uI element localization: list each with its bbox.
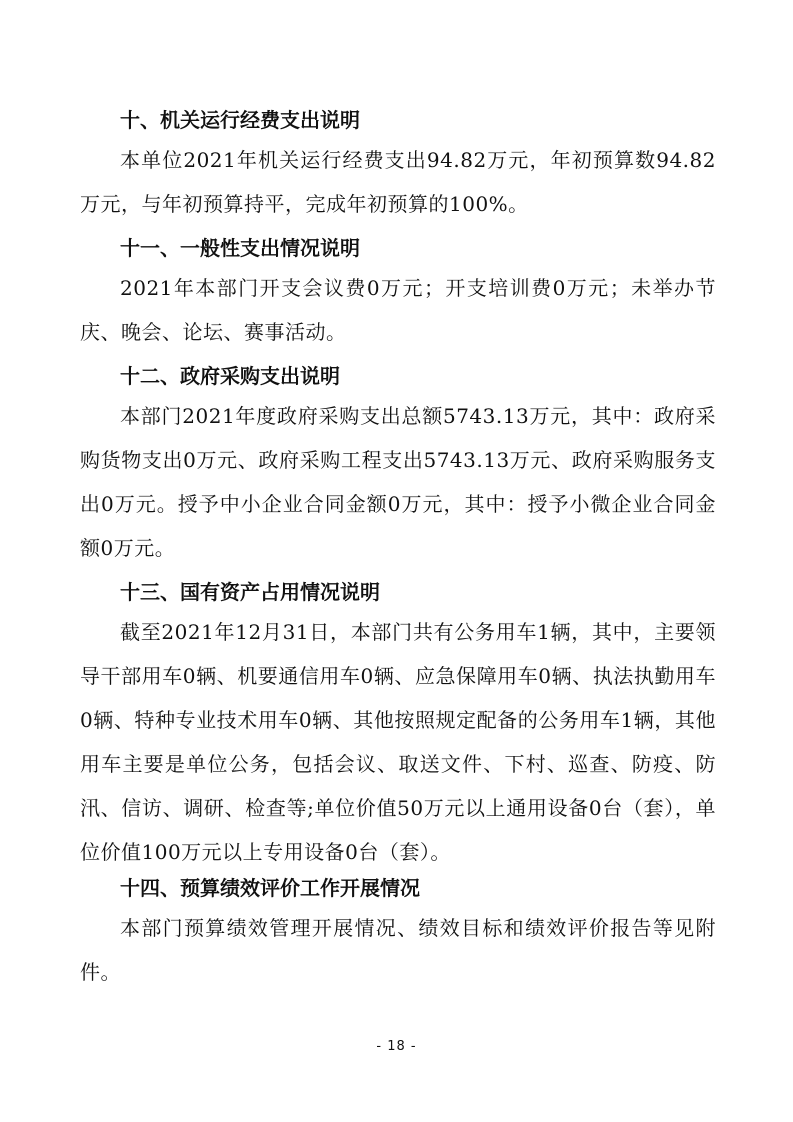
section-heading-14: 十四、预算绩效评价工作开展情况 bbox=[120, 876, 420, 900]
section-heading-10: 十、机关运行经费支出说明 bbox=[120, 108, 360, 132]
section-body-14: 本部门预算绩效管理开展情况、绩效目标和绩效评价报告等见附件。 bbox=[80, 916, 716, 984]
page-number: - 18 - bbox=[376, 1039, 417, 1054]
section-heading-11: 十一、一般性支出情况说明 bbox=[120, 236, 360, 260]
section-body-10: 本单位2021年机关运行经费支出94.82万元，年初预算数94.82万元，与年初预算持平，完成年初预算的100%。 bbox=[80, 148, 716, 216]
section-body-13: 截至2021年12月31日，本部门共有公务用车1辆，其中，主要领导干部用车0辆、机要通信用车0辆、应急保障用车0辆、执法执勤用车0辆、特种专业技术用车0辆、其他按照规定配备的公务用车1辆，其他用车主要是单位公务，包括会议、取送文件、下村、巡查、防疫、防汛、信访、调研、检查等;单位价值50万元以上通用设备0台（套），单位价值100万元以上专用设备0台（套）。 bbox=[80, 620, 716, 864]
section-heading-12: 十二、政府采购支出说明 bbox=[120, 364, 340, 388]
section-body-12: 本部门2021年度政府采购支出总额5743.13万元，其中：政府采购货物支出0万元、政府采购工程支出5743.13万元、政府采购服务支出0万元。授予中小企业合同金额0万元，其中：授予小微企业合同金额0万元。 bbox=[80, 404, 716, 560]
section-heading-13: 十三、国有资产占用情况说明 bbox=[120, 580, 380, 604]
section-body-11: 2021年本部门开支会议费0万元；开支培训费0万元；未举办节庆、晚会、论坛、赛事活动。 bbox=[80, 276, 716, 344]
